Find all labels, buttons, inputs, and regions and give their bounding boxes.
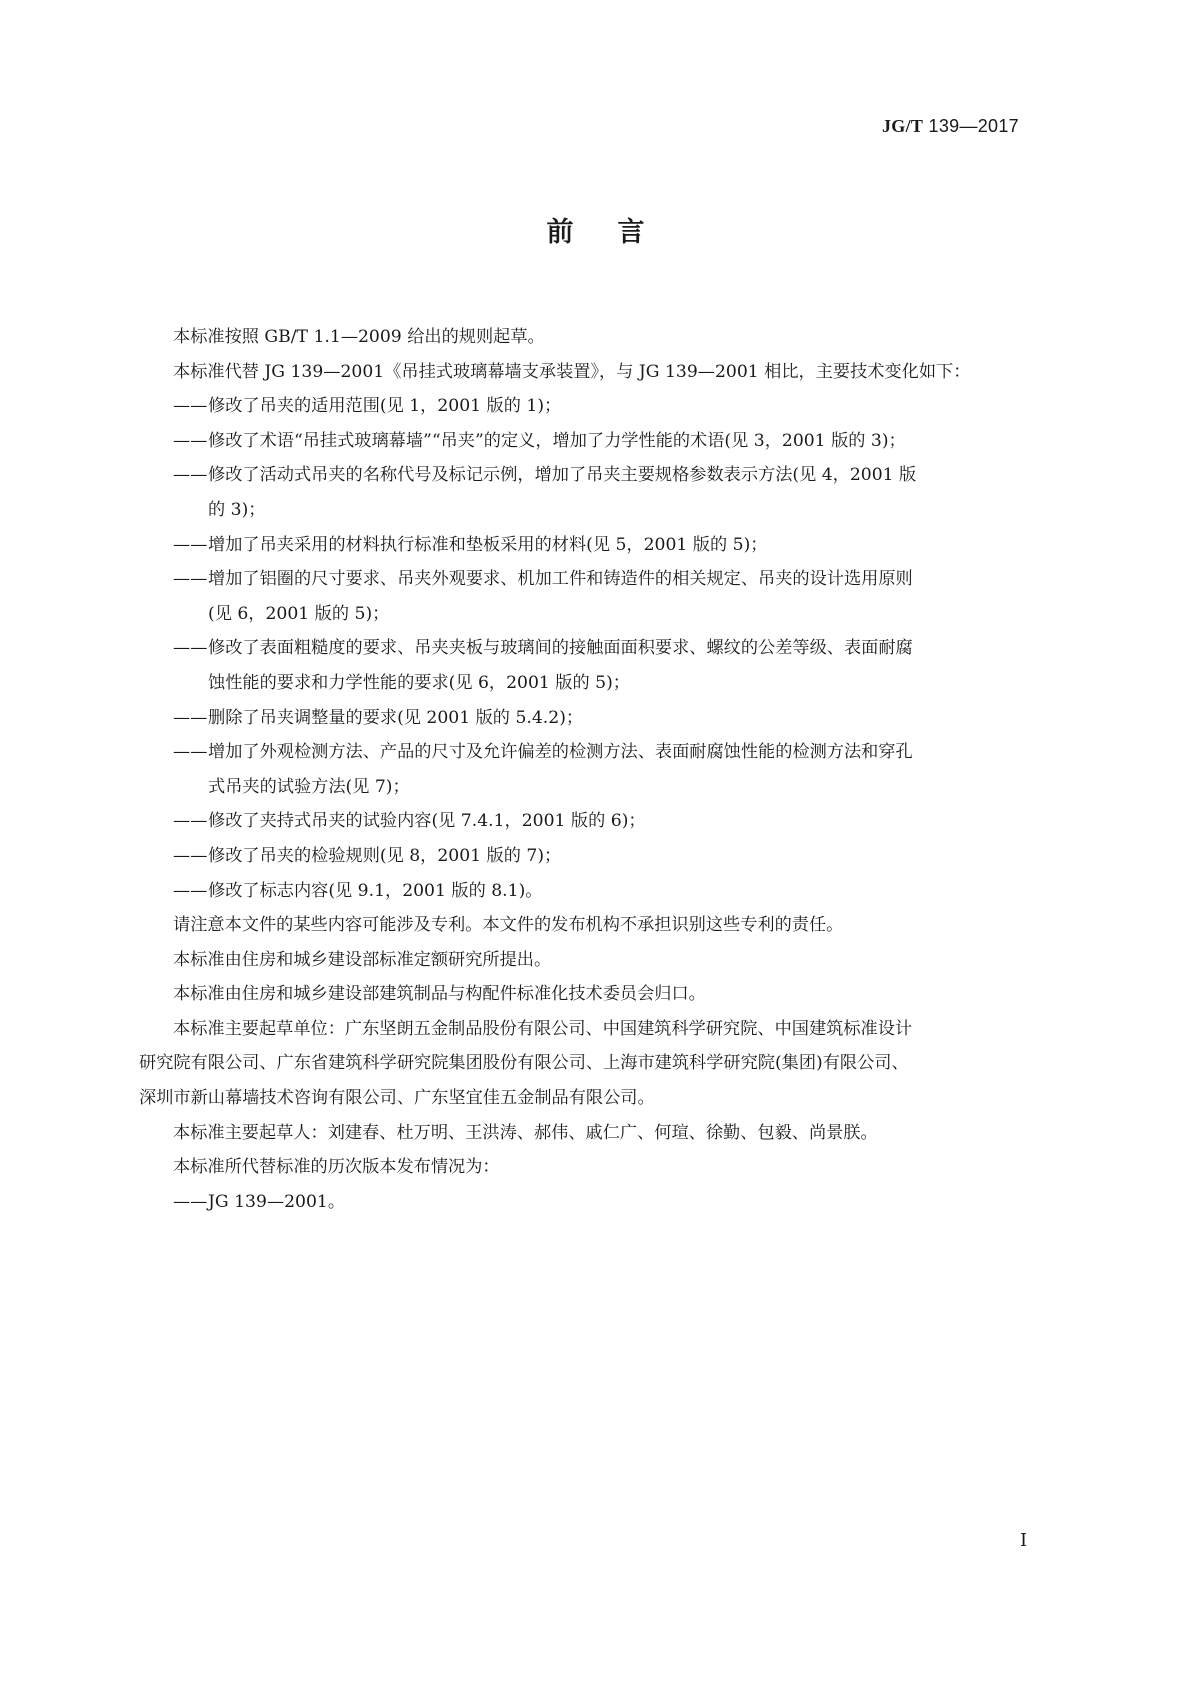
page-number: I — [1020, 1530, 1028, 1551]
change-item-continuation: (见 6，2001 版的 5)； — [208, 603, 390, 624]
patent-notice: 请注意本文件的某些内容可能涉及专利。本文件的发布机构不承担识别这些专利的责任。 — [173, 915, 844, 936]
dash-mark: —— — [173, 638, 208, 659]
change-item: ——增加了铝圈的尺寸要求、吊夹外观要求、机加工件和铸造件的相关规定、吊夹的设计选用原则 — [173, 562, 1021, 597]
change-item: ——修改了表面粗糙度的要求、吊夹夹板与玻璃间的接触面面积要求、螺纹的公差等级、表面耐腐 — [173, 631, 1021, 666]
drafters-paragraph: 本标准主要起草人：刘建春、杜万明、王洪涛、郝伟、戚仁广、何瑄、徐勤、包毅、尚景朕。 — [173, 1122, 878, 1143]
history-paragraph: 本标准所代替标准的历次版本发布情况为： — [173, 1157, 500, 1178]
standard-code-prefix: JG/T — [881, 116, 924, 136]
change-item: ——修改了标志内容(见 9.1，2001 版的 8.1)。 — [173, 874, 1021, 909]
committee-paragraph: 本标准由住房和城乡建设部建筑制品与构配件标准化技术委员会归口。 — [173, 984, 706, 1005]
dash-mark: —— — [173, 534, 208, 555]
dash-mark: —— — [173, 742, 208, 763]
dash-mark: —— — [173, 396, 208, 417]
change-item: ——修改了夹持式吊夹的试验内容(见 7.4.1，2001 版的 6)； — [173, 804, 1021, 839]
change-item-continuation: 的 3)； — [208, 499, 266, 520]
foreword-body — [139, 320, 1021, 1219]
change-item: ——修改了吊夹的适用范围(见 1，2001 版的 1)； — [173, 389, 1021, 424]
standard-code — [882, 116, 1019, 137]
dash-mark: —— — [173, 430, 208, 451]
dash-mark: —— — [173, 1191, 208, 1212]
paragraph: 本标准代替 JG 139—2001《吊挂式玻璃幕墙支承装置》，与 JG 139—2001 相比，主要技术变化如下： — [173, 361, 971, 382]
proposer-paragraph: 本标准由住房和城乡建设部标准定额研究所提出。 — [173, 949, 552, 970]
change-item: ——增加了外观检测方法、产品的尺寸及允许偏差的检测方法、表面耐腐蚀性能的检测方法和穿孔 — [173, 735, 1021, 770]
change-item: ——删除了吊夹调整量的要求(见 2001 版的 5.4.2)； — [173, 701, 1021, 736]
drafting-units-continuation: 深圳市新山幕墙技术咨询有限公司、广东坚宜佳五金制品有限公司。 — [139, 1088, 655, 1109]
drafting-units-paragraph: 本标准主要起草单位：广东坚朗五金制品股份有限公司、中国建筑科学研究院、中国建筑标准设计 — [173, 1018, 913, 1039]
dash-mark: —— — [173, 811, 208, 832]
change-item: ——修改了术语“吊挂式玻璃幕墙”“吊夹”的定义，增加了力学性能的术语(见 3，2001 版的 3)； — [173, 424, 1021, 459]
dash-mark: —— — [173, 707, 208, 728]
dash-mark: —— — [173, 845, 208, 866]
change-item: ——增加了吊夹采用的材料执行标准和垫板采用的材料(见 5，2001 版的 5)； — [173, 528, 1021, 563]
change-item-continuation: 蚀性能的要求和力学性能的要求(见 6，2001 版的 5)； — [208, 672, 630, 693]
change-item: ——修改了活动式吊夹的名称代号及标记示例，增加了吊夹主要规格参数表示方法(见 4，2001 版 — [173, 458, 1021, 493]
history-item: ——JG 139—2001。 — [173, 1185, 1021, 1220]
change-item: ——修改了吊夹的检验规则(见 8，2001 版的 7)； — [173, 839, 1021, 874]
drafting-units-continuation: 研究院有限公司、广东省建筑科学研究院集团股份有限公司、上海市建筑科学研究院(集团)有限公司、 — [139, 1053, 909, 1074]
page-title: 前言 — [546, 217, 689, 248]
dash-mark: —— — [173, 569, 208, 590]
paragraph: 本标准按照 GB/T 1.1—2009 给出的规则起草。 — [173, 327, 545, 347]
standard-code-number: 139—2017 — [928, 116, 1019, 136]
dash-mark: —— — [173, 465, 208, 486]
dash-mark: —— — [173, 880, 208, 901]
change-item-continuation: 式吊夹的试验方法(见 7)； — [208, 776, 410, 797]
